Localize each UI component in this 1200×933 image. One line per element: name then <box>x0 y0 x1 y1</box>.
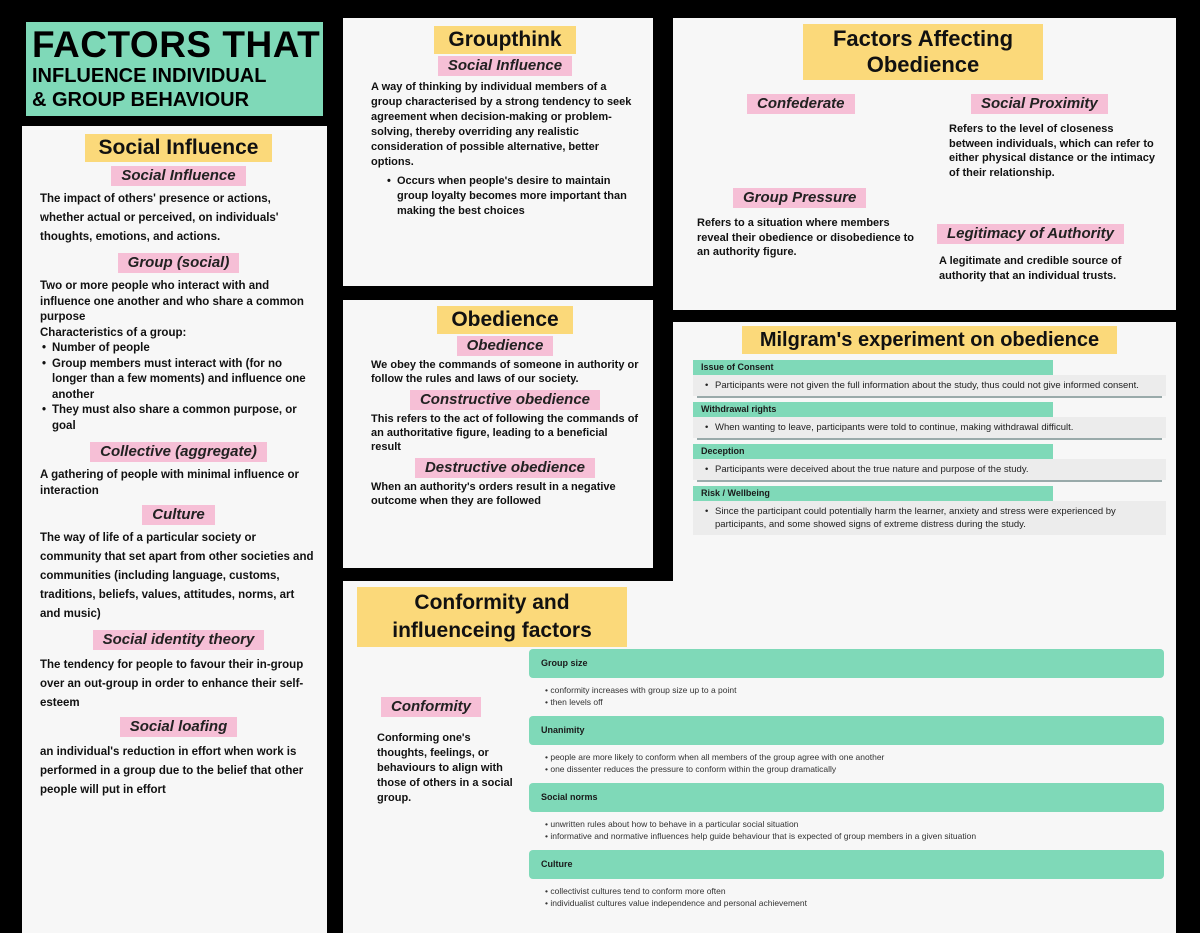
term-group-pressure: Group Pressure <box>733 188 866 208</box>
factor-culture <box>529 850 1164 915</box>
factors-obedience-heading-line1: Factors Affecting <box>832 26 1014 51</box>
obedience-heading: Obedience <box>437 306 572 334</box>
def-conformity: Conforming one's thoughts, feelings, or behaviours to align with those of others in a social group. <box>377 732 513 804</box>
def-groupthink: A way of thinking by individual members of a group characterised by a strong tendency to seek agreement when decision-making or problem-solving, thereby overriding any realistic consideration of possible alternative, better options. <box>371 81 632 168</box>
term-group: Group (social) <box>118 253 240 273</box>
conformity-factors <box>529 649 1164 915</box>
milgram-item-consent <box>693 360 1166 398</box>
milgram-text: • Since the participant could potentially harm the learner, anxiety and stress were experienced by participants, and some showed signs of extreme distress during the study. <box>693 501 1166 535</box>
def-group: Two or more people who interact with and influence one another and who share a common purpose <box>40 280 304 323</box>
main-subtitle-line2: & GROUP BEHAVIOUR <box>32 89 250 111</box>
list-item: • informative and normative influences help guide behaviour that is expected of group members in a given situation <box>545 830 1148 842</box>
milgram-text: • When wanting to leave, participants were told to continue, making withdrawal difficult. <box>693 417 1166 438</box>
def-culture: The way of life of a particular society or community that set apart from other societies and communities (including language, customs, traditions, beliefs, values, attitudes, norms, art and music) <box>40 532 314 620</box>
milgram-label: Withdrawal rights <box>693 402 1053 417</box>
social-influence-panel <box>22 126 327 933</box>
list-item: • Number of people <box>40 341 317 357</box>
def-legitimacy-of-authority: A legitimate and credible source of authority that an individual trusts. <box>939 255 1122 282</box>
term-legitimacy-of-authority: Legitimacy of Authority <box>937 224 1124 244</box>
factor-label: Group size <box>529 649 1164 678</box>
milgram-item-withdrawal <box>693 402 1166 440</box>
factors-obedience-heading-line2: Obedience <box>866 52 980 77</box>
factor-unanimity <box>529 716 1164 781</box>
term-social-identity-theory: Social identity theory <box>93 630 265 650</box>
conformity-heading-line1: Conformity and <box>414 591 570 614</box>
factor-group-size <box>529 649 1164 714</box>
group-characteristics-label: Characteristics of a group: <box>40 326 187 339</box>
term-confederate: Confederate <box>747 94 855 114</box>
factor-lines <box>529 745 1164 781</box>
milgram-item-wellbeing <box>693 486 1166 535</box>
def-constructive-obedience: This refers to the act of following the commands of an authoritative figure, leading to a beneficial result <box>371 413 639 453</box>
term-social-influence: Social Influence <box>111 166 245 186</box>
list-item: • people are more likely to conform when all members of the group agree with one another <box>545 751 1148 763</box>
term-social-proximity: Social Proximity <box>971 94 1108 114</box>
factor-label: Unanimity <box>529 716 1164 745</box>
def-social-proximity: Refers to the level of closeness between individuals, which can refer to either physical distance or the intimacy of their relationship. <box>949 123 1156 179</box>
list-item: • conformity increases with group size up to a point <box>545 684 1148 696</box>
milgram-text: • Participants were not given the full information about the study, thus could not give informed consent. <box>693 375 1166 396</box>
def-destructive-obedience: When an authority's orders result in a negative outcome when they are followed <box>371 481 616 507</box>
factor-social-norms <box>529 783 1164 848</box>
term-social-loafing: Social loafing <box>120 717 238 737</box>
milgram-text: • Participants were deceived about the true nature and purpose of the study. <box>693 459 1166 480</box>
list-item: • collectivist cultures tend to conform more often <box>545 885 1148 897</box>
factor-lines <box>529 879 1164 915</box>
conformity-heading-line2: influenceing factors <box>392 619 592 642</box>
def-social-influence: The impact of others' presence or actions, whether actual or perceived, on individuals' thoughts, emotions, and actions. <box>40 193 279 243</box>
groupthink-panel <box>343 18 653 286</box>
list-item: • then levels off <box>545 696 1148 708</box>
term-collective: Collective (aggregate) <box>90 442 267 462</box>
factor-lines <box>529 812 1164 848</box>
factor-lines <box>529 678 1164 714</box>
factors-obedience-heading <box>803 24 1043 80</box>
factor-label: Culture <box>529 850 1164 879</box>
social-influence-heading: Social Influence <box>85 134 273 162</box>
milgram-heading: Milgram's experiment on obedience <box>742 326 1117 354</box>
divider <box>697 480 1162 482</box>
groupthink-heading: Groupthink <box>434 26 575 54</box>
list-item: • one dissenter reduces the pressure to conform within the group dramatically <box>545 763 1148 775</box>
milgram-label: Risk / Wellbeing <box>693 486 1053 501</box>
conformity-panel <box>343 581 1176 933</box>
def-social-loafing: an individual's reduction in effort when work is performed in a group due to the belief that other people will put in effort <box>40 746 304 796</box>
groupthink-bullets <box>371 174 639 219</box>
milgram-label: Issue of Consent <box>693 360 1053 375</box>
divider <box>697 438 1162 440</box>
term-conformity: Conformity <box>381 697 481 717</box>
term-culture: Culture <box>142 505 215 525</box>
factors-obedience-panel <box>673 18 1176 310</box>
term-destructive-obedience: Destructive obedience <box>415 458 595 478</box>
def-social-identity-theory: The tendency for people to favour their in-group over an out-group in order to enhance their self-esteem <box>40 659 304 709</box>
group-characteristics-list <box>40 341 317 434</box>
def-obedience: We obey the commands of someone in authority or follow the rules and laws of our society. <box>371 359 639 385</box>
conformity-heading <box>357 587 627 647</box>
main-title: FACTORS THAT <box>32 24 321 65</box>
factor-label: Social norms <box>529 783 1164 812</box>
term-groupthink-social-influence: Social Influence <box>438 56 572 76</box>
list-item: • unwritten rules about how to behave in a particular social situation <box>545 818 1148 830</box>
divider <box>697 396 1162 398</box>
milgram-label: Deception <box>693 444 1053 459</box>
def-collective: A gathering of people with minimal influence or interaction <box>40 469 299 497</box>
def-group-pressure: Refers to a situation where members reveal their obedience or disobedience to an authority figure. <box>697 217 915 258</box>
main-title-block <box>22 18 327 120</box>
obedience-panel <box>343 300 653 568</box>
main-subtitle-line1: INFLUENCE INDIVIDUAL <box>32 65 267 87</box>
list-item: • Occurs when people's desire to maintain group loyalty becomes more important than making the best choices <box>385 174 639 219</box>
term-constructive-obedience: Constructive obedience <box>410 390 600 410</box>
list-item: • individualist cultures value independence and personal achievement <box>545 897 1148 909</box>
term-obedience: Obedience <box>457 336 554 356</box>
milgram-item-deception <box>693 444 1166 482</box>
list-item: • Group members must interact with (for no longer than a few moments) and influence one another <box>40 357 317 404</box>
list-item: • They must also share a common purpose, or goal <box>40 403 317 434</box>
